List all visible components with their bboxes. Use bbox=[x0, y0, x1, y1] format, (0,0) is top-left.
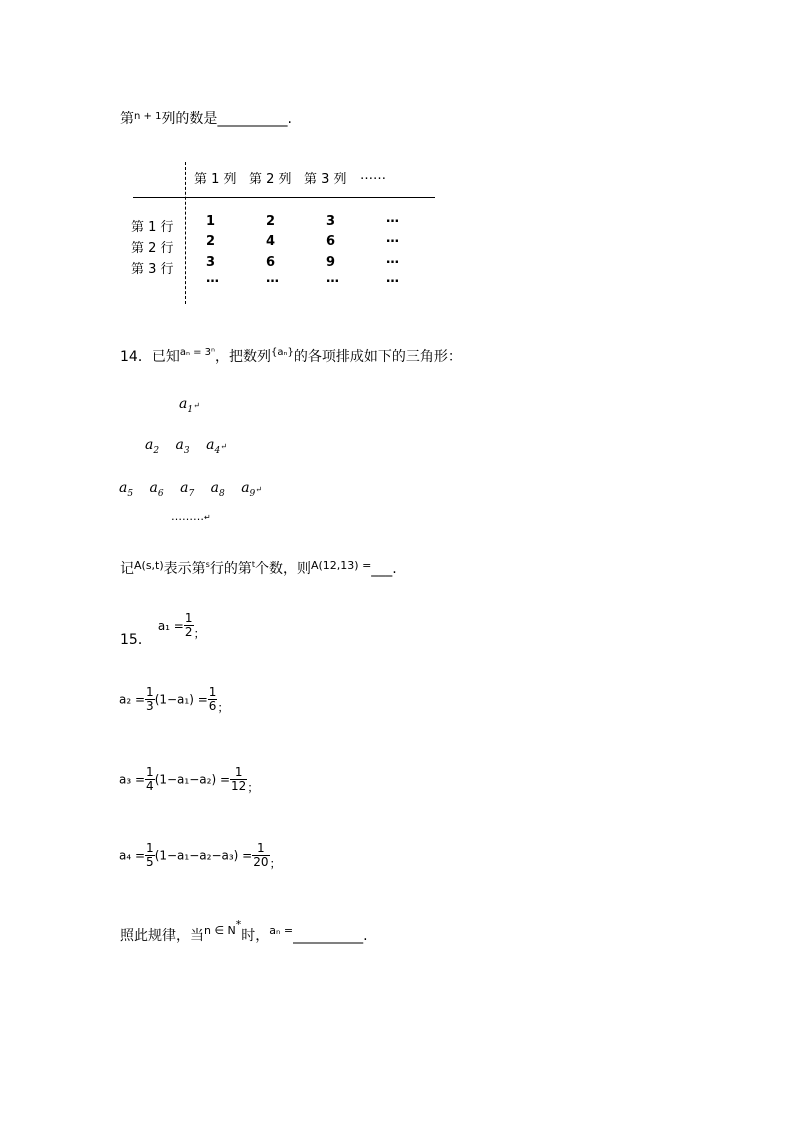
q14-q-text-4: 个数，则 bbox=[254, 561, 311, 577]
q14-line bbox=[120, 346, 462, 366]
eq3-middle: (1−a₁−a₂) = bbox=[154, 772, 230, 787]
table-cell: 2 bbox=[266, 214, 276, 229]
eq2-middle: (1−a₁) = bbox=[154, 692, 208, 707]
q15-number: 15． bbox=[120, 631, 152, 648]
eq3-coef-num: 1 bbox=[146, 765, 154, 779]
eq2-lhs: a₂ = bbox=[119, 692, 146, 707]
eq4-middle: (1−a₁−a₂−a₃) = bbox=[154, 848, 253, 863]
eq1-num: 1 bbox=[184, 611, 193, 625]
table-cell: … bbox=[386, 231, 399, 246]
col-header-more: …… bbox=[360, 168, 386, 183]
table-cell: 3 bbox=[326, 214, 336, 229]
q14-formula: aₙ = 3ⁿ bbox=[179, 347, 216, 358]
eq3-coef bbox=[145, 766, 155, 793]
return-mark: ↵ bbox=[204, 513, 211, 522]
eq4-semicolon: ； bbox=[269, 856, 282, 871]
eq2-semicolon: ； bbox=[217, 700, 230, 715]
q14-q-expr: A(s,t) bbox=[134, 559, 164, 572]
triangle-row-2 bbox=[145, 437, 227, 456]
eq3-fraction bbox=[230, 766, 247, 793]
return-mark: ↵ bbox=[220, 442, 227, 451]
triangle-term: $a_4$ bbox=[206, 437, 221, 456]
eq3-coef-den: 4 bbox=[146, 779, 154, 793]
col-header-3: 第 3 列 bbox=[304, 172, 347, 187]
table-cell: 2 bbox=[206, 234, 216, 249]
eq4-coef-num: 1 bbox=[146, 841, 154, 855]
eq3-semicolon: ； bbox=[247, 780, 260, 795]
row-header-1: 第 1 行 bbox=[131, 220, 174, 235]
eq1-lhs: a₁ = bbox=[157, 618, 184, 633]
q14-number: 14． bbox=[120, 349, 152, 365]
q14-q-text-3: 行的第 bbox=[209, 561, 252, 577]
table-vertical-divider bbox=[185, 162, 186, 304]
q13-expr: n + 1 bbox=[134, 111, 162, 122]
eq4-lhs: a₄ = bbox=[119, 848, 146, 863]
eq2-den: 6 bbox=[208, 699, 217, 713]
q13-text-post: 列的数是 bbox=[161, 111, 218, 127]
eq2-coef bbox=[145, 686, 155, 713]
q14-text-1: 已知 bbox=[151, 349, 180, 365]
table-cell: 3 bbox=[206, 255, 216, 270]
eq2-num: 1 bbox=[208, 685, 217, 699]
table-cell: … bbox=[326, 271, 339, 286]
q13-period: . bbox=[287, 111, 292, 127]
triangle-term: $a_3$ bbox=[175, 437, 190, 456]
triangle-term: $a_6$ bbox=[149, 480, 164, 499]
table-cell: … bbox=[386, 271, 399, 286]
q14-sequence: {aₙ} bbox=[271, 347, 294, 358]
triangle-term: $a_1$ bbox=[179, 396, 194, 415]
eq4-fraction bbox=[252, 842, 269, 869]
q14-question bbox=[120, 558, 397, 578]
eq4-den: 20 bbox=[253, 855, 269, 869]
q14-text-2: ，把数列 bbox=[215, 349, 272, 365]
q14-answer-blank[interactable]: ___ bbox=[371, 561, 393, 577]
q15-final-expr: n ∈ N bbox=[204, 924, 236, 937]
table-cell: … bbox=[386, 211, 399, 226]
table-cell: 6 bbox=[266, 255, 276, 270]
return-mark: ↵ bbox=[255, 485, 262, 494]
table-cell: … bbox=[386, 252, 399, 267]
triangle-term: $a_5$ bbox=[119, 480, 134, 499]
eq4-coef-den: 5 bbox=[146, 855, 154, 869]
return-mark: ↵ bbox=[193, 401, 200, 410]
q13-answer-blank[interactable]: __________ bbox=[217, 111, 288, 127]
eq2-fraction bbox=[208, 686, 218, 713]
eq1-semicolon: ； bbox=[193, 626, 206, 641]
table-cell: 6 bbox=[326, 234, 336, 249]
row-header-2: 第 2 行 bbox=[131, 241, 174, 256]
row-header-3: 第 3 行 bbox=[131, 262, 174, 277]
table-cell: 4 bbox=[266, 234, 276, 249]
eq4-coef bbox=[145, 842, 155, 869]
col-header-1: 第 1 列 bbox=[194, 172, 237, 187]
table-cell: 9 bbox=[326, 255, 336, 270]
triangle-term: $a_7$ bbox=[180, 480, 195, 499]
triangle-row-1 bbox=[179, 396, 200, 415]
eq1-den: 2 bbox=[184, 625, 193, 639]
table-cell: … bbox=[206, 271, 219, 286]
eq2-coef-den: 3 bbox=[146, 699, 154, 713]
q15-eq4 bbox=[119, 842, 282, 872]
table-horizontal-divider bbox=[133, 197, 435, 198]
q15-final-star: * bbox=[235, 918, 242, 931]
q15-eq2 bbox=[119, 686, 229, 716]
eq3-lhs: a₃ = bbox=[119, 772, 146, 787]
eq1-fraction bbox=[184, 612, 194, 639]
q15-final-period: . bbox=[363, 928, 368, 944]
q14-q-ans-expr: A(12,13) = bbox=[310, 559, 372, 572]
q13-line bbox=[120, 108, 292, 128]
eq3-den: 12 bbox=[231, 779, 247, 793]
col-header-2: 第 2 列 bbox=[249, 172, 292, 187]
triangle-row-4 bbox=[171, 510, 211, 523]
q14-text-3: 的各项排成如下的三角形： bbox=[293, 349, 462, 365]
q14-q-text-1: 记 bbox=[120, 561, 134, 577]
q13-text-pre: 第 bbox=[120, 111, 134, 127]
table-cell: 1 bbox=[206, 214, 216, 229]
triangle-term: $a_9$ bbox=[241, 480, 256, 499]
table-cell: … bbox=[266, 271, 279, 286]
eq3-num: 1 bbox=[234, 765, 243, 779]
q15-final-text-2: 时， bbox=[241, 928, 270, 944]
q14-q-s: s bbox=[205, 560, 210, 569]
q15-eq1 bbox=[120, 612, 206, 649]
eq4-num: 1 bbox=[257, 841, 265, 855]
q15-eq3 bbox=[119, 766, 259, 796]
q14-q-period: . bbox=[392, 561, 397, 577]
q14-q-t: t bbox=[251, 560, 255, 569]
q15-answer-blank[interactable]: __________ bbox=[293, 928, 364, 944]
triangle-term: $a_8$ bbox=[210, 480, 225, 499]
triangle-row-3 bbox=[119, 480, 262, 499]
triangle-ellipsis: ……… bbox=[171, 510, 204, 523]
q14-q-text-2: 表示第 bbox=[163, 561, 206, 577]
q15-final-an: aₙ = bbox=[269, 924, 294, 937]
eq2-coef-num: 1 bbox=[146, 685, 154, 699]
triangle-term: $a_2$ bbox=[145, 437, 160, 456]
q15-final-text-1: 照此规律，当 bbox=[120, 928, 204, 944]
q15-final bbox=[120, 918, 368, 945]
